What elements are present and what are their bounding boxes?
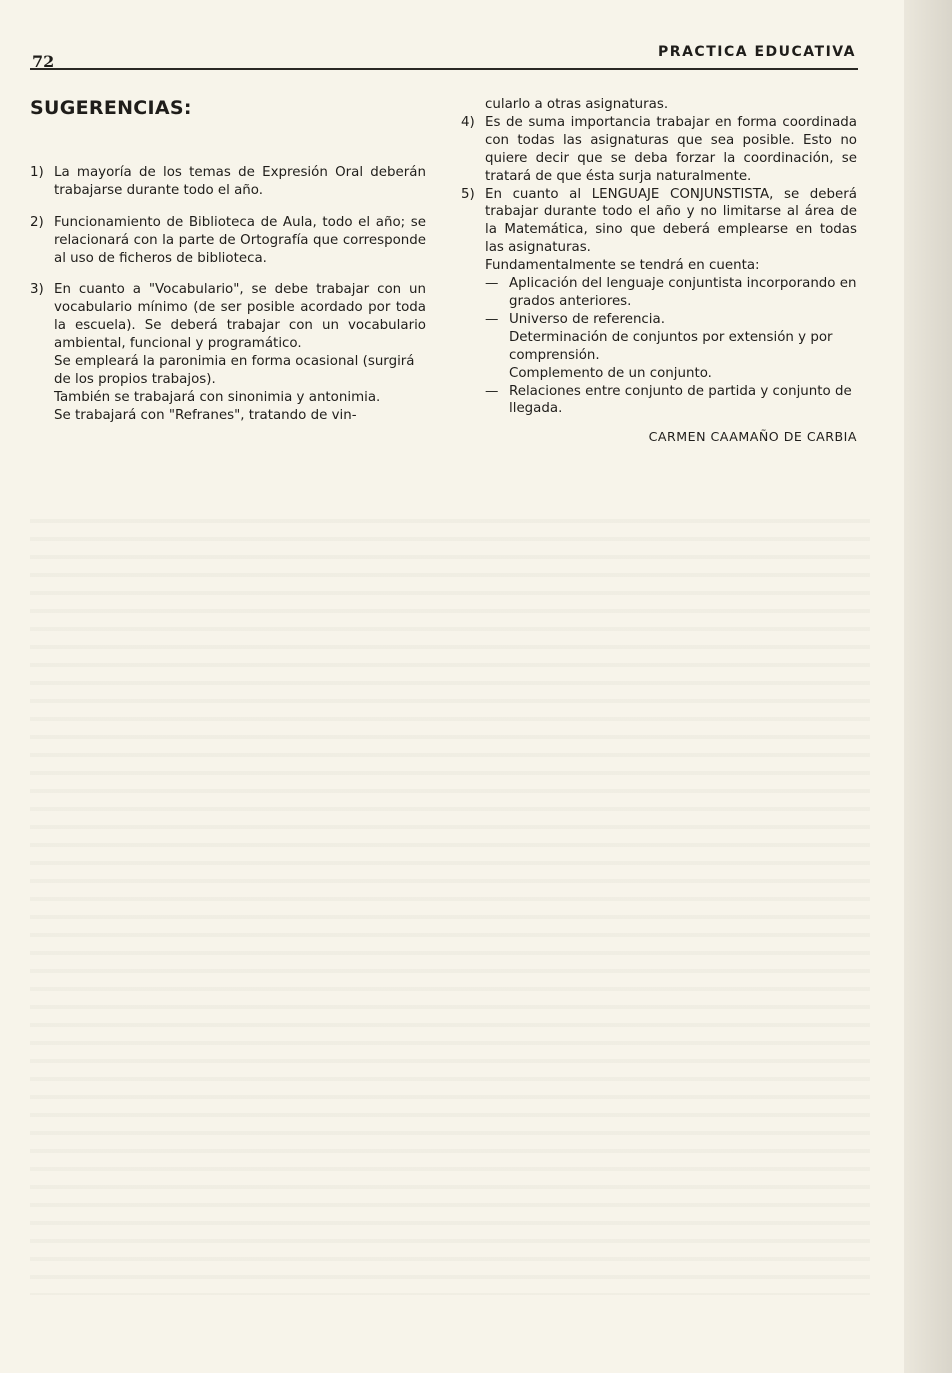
dash-text: Universo de referencia. <box>509 311 665 327</box>
list-item-4 <box>461 114 857 186</box>
dash-text: Aplicación del lenguaje conjuntista incorporando en grados anteriores. <box>509 276 857 309</box>
item-number: 5) <box>461 186 475 202</box>
dash-bullet: — <box>485 383 499 399</box>
left-column <box>30 97 426 425</box>
lead-text: Fundamentalmente se tendrá en cuenta: <box>485 258 760 274</box>
sub-text: Determinación de conjuntos por extensión y por comprensión. <box>509 329 833 363</box>
right-column <box>461 96 857 446</box>
item-text: En cuanto a "Vocabulario", se debe trabajar con un vocabulario mínimo (de ser posible acordado por toda la escuela). Se deberá trabajar con un vocabulario ambiental, funcional y programático. <box>54 282 426 352</box>
page-edge <box>904 0 952 1373</box>
item-continuation: Se empleará la paronimia en forma ocasional (surgirá de los propios trabajos). <box>54 354 415 387</box>
dash-item-2 <box>461 311 857 329</box>
list-item-2 <box>30 214 426 268</box>
item-number: 3) <box>30 282 44 298</box>
sub-text: Complemento de un conjunto. <box>509 365 712 381</box>
dash-item-3 <box>461 383 857 419</box>
dash-item-1 <box>461 275 857 311</box>
list-item-3 <box>30 281 426 353</box>
show-through-background <box>30 505 870 1295</box>
item-continuation: También se trabajará con sinonimia y antonimia. <box>54 389 381 405</box>
page-header <box>30 42 858 70</box>
item-number: 1) <box>30 164 44 180</box>
section-title: SUGERENCIAS: <box>30 97 192 119</box>
item-text: Funcionamiento de Biblioteca de Aula, todo el año; se relacionará con la parte de Ortografía que corresponde al uso de ficheros de biblioteca. <box>54 214 426 266</box>
page-number: 72 <box>32 52 55 71</box>
item-text: En cuanto al LENGUAJE CONJUNSTISTA, se deberá trabajar durante todo el año y no limitarse al área de la Matemática, sino que deberá emplearse en todas las asignaturas. <box>485 186 857 256</box>
item-number: 4) <box>461 114 475 130</box>
item-continuation: Se trabajará con "Refranes", tratando de vin- <box>54 407 357 423</box>
author-signature: CARMEN CAAMAÑO DE CARBIA <box>648 429 857 445</box>
item-text: Es de suma importancia trabajar en forma coordinada con todas las asignaturas que sea posible. Esto no quiere decir que se deba forzar la coordinación, se tratará de que ésta surja naturalmente. <box>485 114 857 184</box>
running-head: PRACTICA EDUCATIVA <box>658 44 856 60</box>
carryover-text: cularlo a otras asignaturas. <box>485 97 669 112</box>
item-number: 2) <box>30 214 44 230</box>
dash-bullet: — <box>485 276 499 292</box>
dash-bullet: — <box>485 311 499 327</box>
item-text: La mayoría de los temas de Expresión Oral deberán trabajarse durante todo el año. <box>54 164 426 198</box>
dash-text: Relaciones entre conjunto de partida y conjunto de llegada. <box>509 383 852 417</box>
list-item-1 <box>30 164 426 200</box>
list-item-5 <box>461 186 857 258</box>
